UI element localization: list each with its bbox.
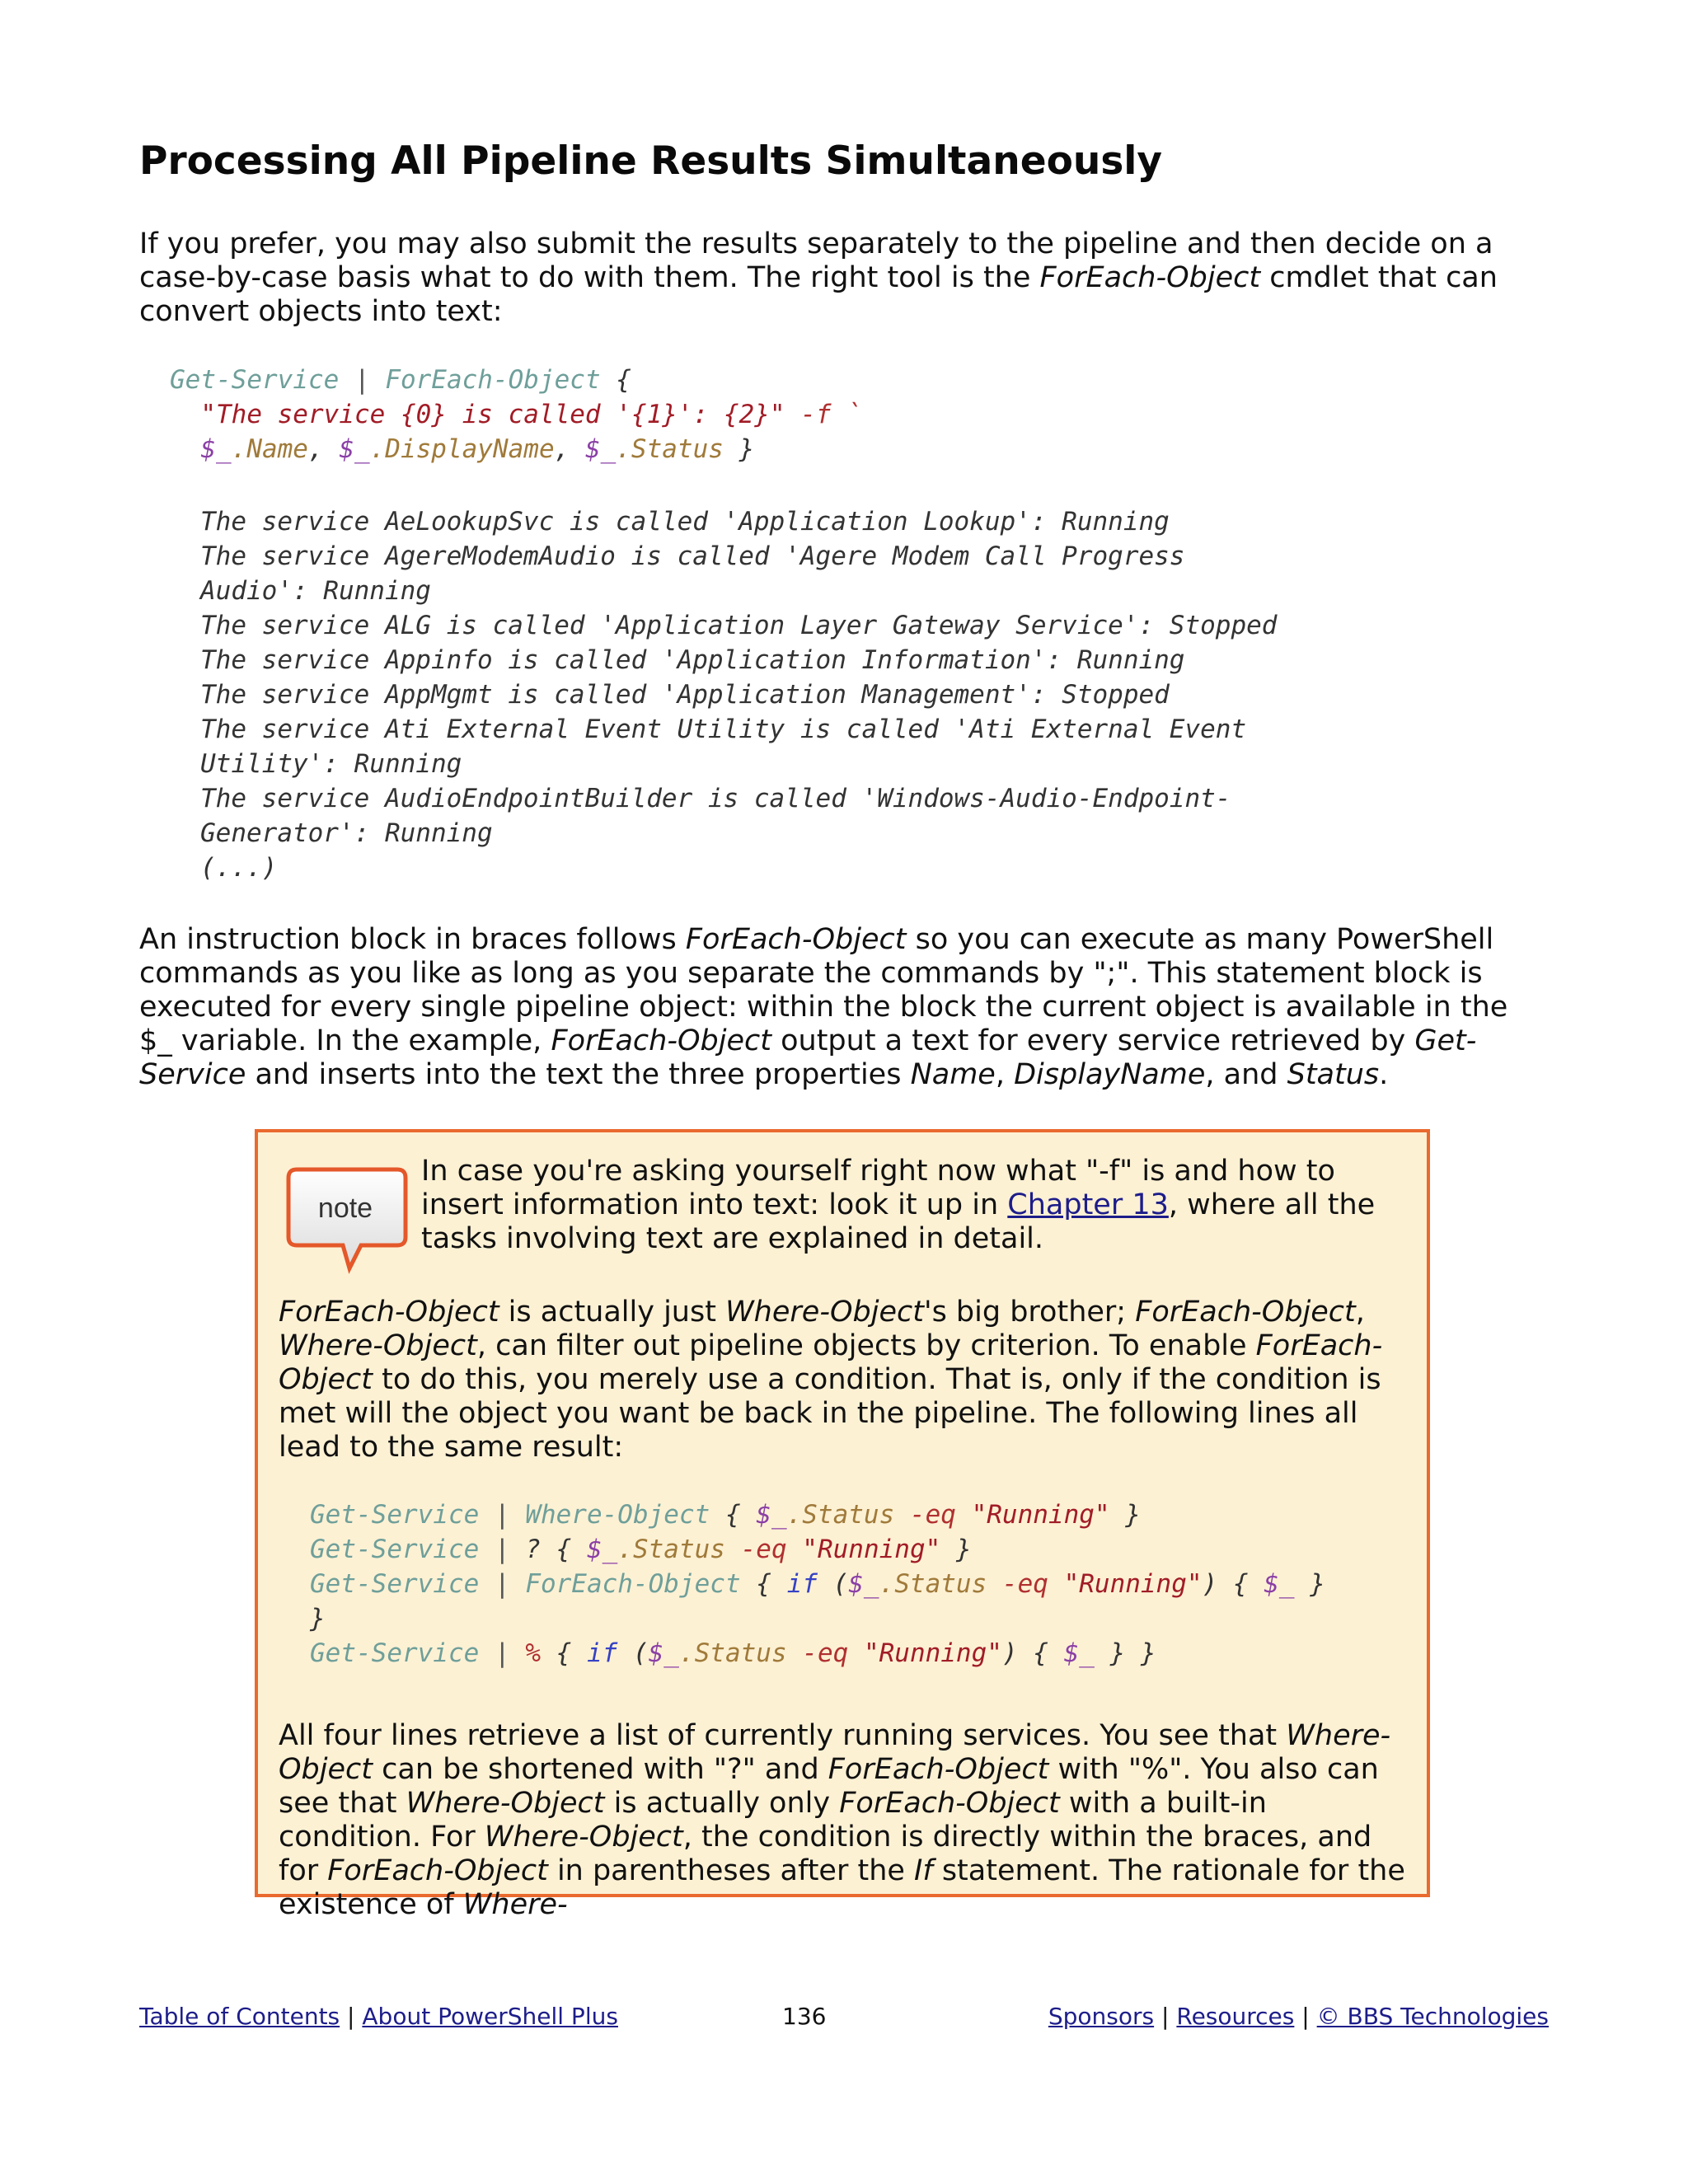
code-token: {	[600, 365, 631, 395]
code-token: if	[586, 1638, 618, 1668]
code-token: |	[479, 1500, 526, 1530]
code-token: Get-Service	[170, 365, 340, 395]
code-token: {	[740, 1569, 787, 1599]
note-text: , where all the tasks involving text are explained in detail.	[421, 1188, 1376, 1255]
code-token: }	[723, 434, 755, 464]
note-paragraph-2	[279, 1719, 1416, 1922]
code-token: .Status	[678, 1638, 787, 1668]
code-token: $_	[586, 1535, 618, 1564]
code-token: $_	[584, 434, 617, 464]
code-token: ) {	[1001, 1638, 1064, 1668]
note-text: in parentheses after the	[547, 1854, 915, 1887]
code-token: -eq	[786, 1638, 864, 1668]
note-text: statement. The rationale for the existence of	[279, 1854, 1405, 1921]
output-line: The service AeLookupSvc is called 'Application Lookup': Running	[200, 507, 1170, 537]
code-token: $_	[200, 434, 232, 464]
code-token: Get-Service	[310, 1535, 480, 1564]
code-token: "Running"	[1063, 1569, 1203, 1599]
code-token: $_	[848, 1569, 879, 1599]
para-text: An instruction block in braces follows	[139, 923, 686, 956]
note-paragraph-1	[279, 1296, 1416, 1465]
code-token: }	[940, 1535, 972, 1564]
code-token: -eq	[724, 1535, 803, 1564]
note-em: ForEach-Object	[828, 1753, 1049, 1786]
output-line: Utility': Running	[200, 749, 462, 779]
intro-paragraph	[139, 227, 1549, 329]
code-token: .Status	[617, 1535, 725, 1564]
code-token: ?	[525, 1535, 541, 1564]
code-token: |	[479, 1569, 526, 1599]
footer-separator: |	[347, 2003, 355, 2030]
note-text: with "%". You also can see that	[279, 1753, 1379, 1820]
code-token: }	[310, 1604, 326, 1633]
code-token: } }	[1094, 1638, 1156, 1668]
explanation-paragraph	[139, 923, 1549, 1092]
para-em: ForEach-Object	[685, 923, 907, 956]
note-text: is actually only	[604, 1787, 840, 1820]
para-text: , and	[1205, 1058, 1287, 1091]
about-powershell-plus-link[interactable]: About PowerShell Plus	[362, 2003, 618, 2030]
output-line: The service ALG is called 'Application Layer Gateway Service': Stopped	[200, 611, 1278, 640]
note-em: Where-Object	[406, 1787, 605, 1820]
chapter-13-link[interactable]: Chapter 13	[1007, 1188, 1169, 1221]
output-line: The service Appinfo is called 'Application Information': Running	[200, 645, 1185, 675]
para-em: Status	[1287, 1058, 1380, 1091]
output-line: The service AgereModemAudio is called 'Agere Modem Call Progress	[200, 541, 1185, 571]
note-em: ForEach-Object	[327, 1854, 548, 1887]
code-token: -eq	[894, 1500, 972, 1530]
section-heading: Processing All Pipeline Results Simultaneously	[139, 138, 1163, 184]
code-token: "Running"	[802, 1535, 941, 1564]
note-intro	[421, 1155, 1410, 1256]
note-em: ForEach-Object	[279, 1329, 1383, 1396]
para-text: so you can execute as many PowerShell commands as you like as long as you separate the commands by ";". This statement block is executed for every single pipeline object: within the block the current object is available in the $_ variable. In the example,	[139, 923, 1508, 1057]
code-token: |	[479, 1638, 526, 1668]
code-token: Where-Object	[525, 1500, 710, 1530]
note-text: can be shortened with "?" and	[373, 1753, 828, 1786]
note-em: Where-	[462, 1888, 568, 1921]
para-em: Name	[910, 1058, 996, 1091]
note-text: is actually just	[499, 1296, 726, 1329]
code-token: .Name	[231, 434, 308, 464]
code-output-block	[200, 504, 1277, 885]
footer-right-links	[1048, 2003, 1549, 2031]
intro-text-1: If you prefer, you may also submit the results separately to the pipeline and then decide on a case-by-case basis what to do with them. The right tool is the	[139, 227, 1493, 294]
note-em: Where-Object	[725, 1296, 924, 1329]
code-token: {	[540, 1535, 587, 1564]
code-block-1	[170, 363, 862, 466]
para-em: Get-Service	[139, 1024, 1477, 1091]
note-em: ForEach-Object	[839, 1787, 1060, 1820]
code-token: %	[525, 1638, 541, 1668]
code-token: (	[817, 1569, 849, 1599]
resources-link[interactable]: Resources	[1176, 2003, 1295, 2030]
code-token: "Running"	[971, 1500, 1110, 1530]
code-token: ) {	[1202, 1569, 1264, 1599]
code-token: ,	[554, 434, 585, 464]
code-token: ForEach-Object	[385, 365, 601, 395]
code-token: .Status	[879, 1569, 987, 1599]
note-text: , can filter out pipeline objects by criterion. To enable	[476, 1329, 1256, 1362]
code-token: }	[1294, 1569, 1325, 1599]
code-token: {	[710, 1500, 757, 1530]
note-icon-label: note	[317, 1193, 373, 1224]
code-token: |	[479, 1535, 526, 1564]
note-icon	[285, 1166, 409, 1281]
code-token: (	[617, 1638, 649, 1668]
code-token: Get-Service	[310, 1500, 480, 1530]
output-line: The service AppMgmt is called 'Application Management': Stopped	[200, 680, 1170, 710]
note-text: to do this, you merely use a condition. That is, only if the condition is met will the object you want be back in the pipeline. The following lines all lead to the same result:	[279, 1363, 1381, 1464]
code-token: ,	[307, 434, 340, 464]
code-token: -eq	[987, 1569, 1064, 1599]
code-token: .Status	[616, 434, 724, 464]
code-token: {	[540, 1638, 587, 1668]
output-line: Audio': Running	[200, 576, 431, 606]
para-text: and inserts into the text the three properties	[246, 1058, 911, 1091]
note-text: 's big brother;	[923, 1296, 1136, 1329]
code-token: $_	[1264, 1569, 1295, 1599]
note-box	[255, 1129, 1430, 1921]
output-line: Generator': Running	[200, 818, 493, 848]
code-token: -f `	[785, 400, 862, 429]
output-line: (...)	[200, 853, 278, 883]
intro-text-2: cmdlet that can convert objects into text:	[139, 261, 1498, 328]
note-text: with a built-in condition. For	[279, 1787, 1267, 1854]
code-token: $_	[339, 434, 370, 464]
para-text: ,	[995, 1058, 1015, 1091]
note-em: If	[914, 1854, 933, 1887]
note-text: , the condition is directly within the braces, and for	[279, 1821, 1372, 1887]
code-token: .DisplayName	[369, 434, 555, 464]
note-text: All four lines retrieve a list of currently running services. You see that	[279, 1719, 1287, 1752]
code-token: Get-Service	[310, 1569, 480, 1599]
code-token: ForEach-Object	[525, 1569, 741, 1599]
code-token: |	[339, 365, 386, 395]
code-token: Get-Service	[310, 1638, 480, 1668]
para-text: output a text for every service retrieved by	[771, 1024, 1415, 1057]
code-block-2	[310, 1497, 1325, 1671]
note-em: ForEach-Object	[1135, 1296, 1356, 1329]
note-text: In case you're asking yourself right now what "-f" is and how to insert information into text: look it up in	[421, 1155, 1335, 1221]
intro-em: ForEach-Object	[1039, 261, 1261, 294]
output-line: The service AudioEndpointBuilder is called 'Windows-Audio-Endpoint-	[200, 784, 1231, 813]
note-em: Where-Object	[279, 1329, 477, 1362]
code-token: $_	[756, 1500, 787, 1530]
code-token: }	[1109, 1500, 1141, 1530]
code-token: .Status	[786, 1500, 895, 1530]
note-text: ,	[1355, 1296, 1365, 1329]
sponsors-link[interactable]: Sponsors	[1048, 2003, 1155, 2030]
code-token: if	[786, 1569, 818, 1599]
note-em: ForEach-Object	[279, 1296, 499, 1329]
note-em: Where-Object	[484, 1821, 683, 1854]
code-token: $_	[1063, 1638, 1095, 1668]
output-line: The service Ati External Event Utility is called 'Ati External Event	[200, 715, 1247, 744]
footer-separator: |	[1301, 2003, 1310, 2030]
page-number: 136	[782, 2003, 827, 2030]
code-token: $_	[648, 1638, 679, 1668]
note-em: Where-Object	[279, 1719, 1391, 1786]
footer-separator: |	[1161, 2003, 1170, 2030]
para-em: DisplayName	[1014, 1058, 1206, 1091]
para-text: .	[1379, 1058, 1389, 1091]
footer-left-links	[139, 2003, 618, 2031]
code-token: "Running"	[863, 1638, 1002, 1668]
bbs-technologies-link[interactable]: © BBS Technologies	[1316, 2003, 1549, 2030]
para-em: ForEach-Object	[551, 1024, 771, 1057]
table-of-contents-link[interactable]: Table of Contents	[139, 2003, 340, 2030]
code-token: "The service {0} is called '{1}': {2}"	[200, 400, 785, 429]
